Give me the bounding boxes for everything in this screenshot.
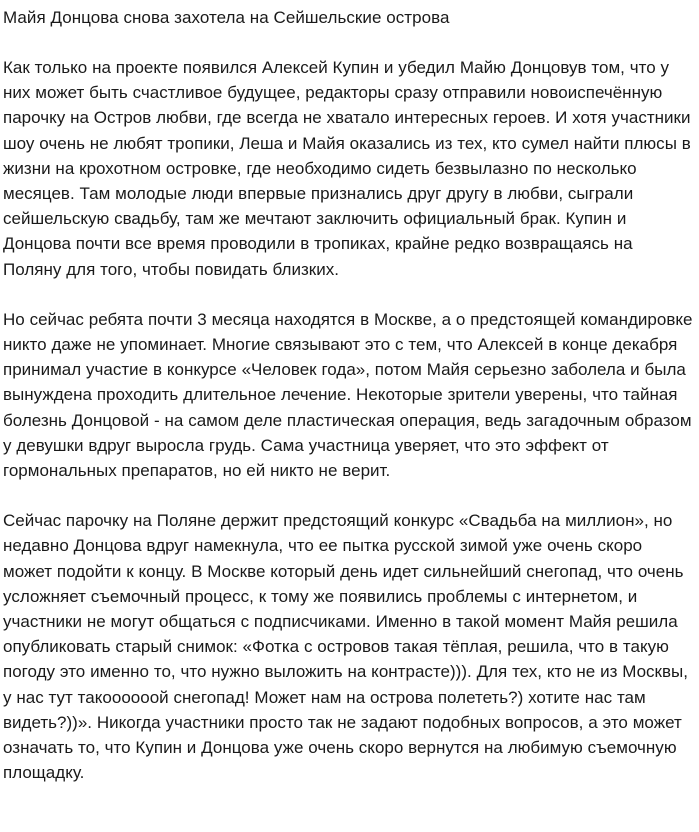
paragraph-spacer xyxy=(3,282,695,307)
page-title: Майя Донцова снова захотела на Сейшельские острова xyxy=(3,8,450,27)
paragraph-spacer xyxy=(3,483,695,508)
title-body-spacer xyxy=(3,30,695,55)
article-body xyxy=(3,55,695,785)
article-paragraph: Как только на проекте появился Алексей Купин и убедил Майю Донцовув том, что у них может быть счастливое будущее, редакторы сразу отправили новоиспечённую парочку на Остров любви, где всегда не хватало интересных героев. И хотя участники шоу очень не любят тропики, Леша и Майя оказались из тех, кто сумел найти плюсы в жизни на крохотном островке, где необходимо сидеть безвылазно по несколько месяцев. Там молодые люди впервые признались друг другу в любви, сыграли сейшельскую свадьбу, там же мечтают заключить официальный брак. Купин и Донцова почти все время проводили в тропиках, крайне редко возвращаясь на Поляну для того, чтобы повидать близких. xyxy=(3,58,691,279)
article-paragraph: Но сейчас ребята почти 3 месяца находятся в Москве, а о предстоящей командировке никто даже не упоминает. Многие связывают это с тем, что Алексей в конце декабря принимал участие в конкурсе «Человек года», потом Майя серьезно заболела и была вынуждена проходить длительное лечение. Некоторые зрители уверены, что тайная болезнь Донцовой - на самом деле пластическая операция, ведь загадочным образом у девушки вдруг выросла грудь. Сама участница уверяет, что это эффект от гормональных препаратов, но ей никто не верит. xyxy=(3,309,693,481)
article-paragraph: Сейчас парочку на Поляне держит предстоящий конкурс «Свадьба на миллион», но недавно Донцова вдруг намекнула, что ее пытка русской зимой уже очень скоро может подойти к концу. В Москве который день идет сильнейший снегопад, что очень усложняет съемочный процесс, к тому же появились проблемы с интернетом, и участники не могут общаться с подписчиками. Именно в такой момент Майя решила опубликовать старый снимок: «Фотка с островов такая тёплая, решила, что в такую погоду это именно то, что нужно выложить на контрасте))). Для тех, кто не из Москвы, у нас тут такоооооой снегопад! Может нам на острова полететь?) хотите нас там видеть?))». Никогда участники просто так не задают подобных вопросов, а это может означать то, что Купин и Донцова уже очень скоро вернутся на любимую съемочную площадку. xyxy=(3,511,689,783)
